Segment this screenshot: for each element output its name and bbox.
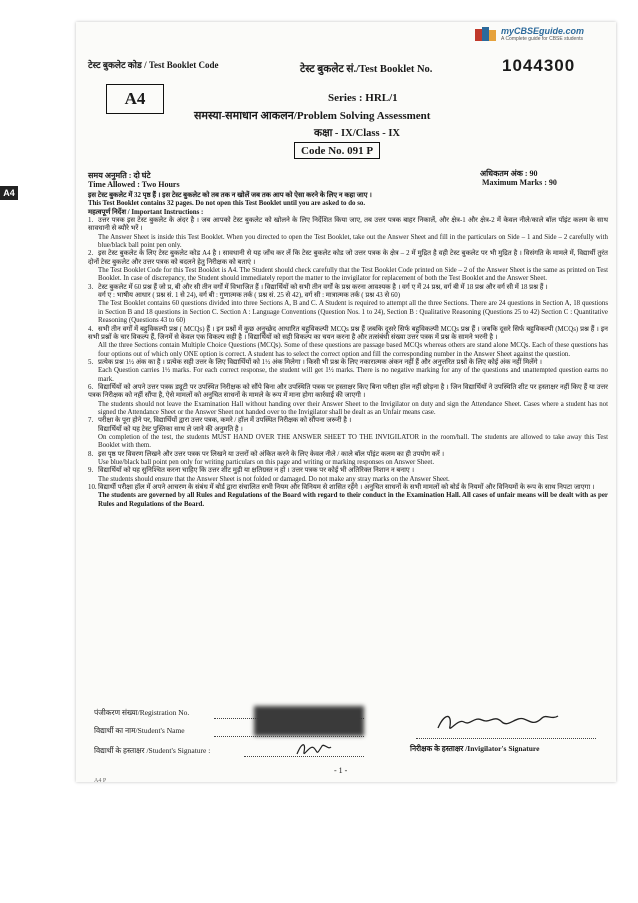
series-label: Series : HRL/1 [328, 92, 398, 104]
invigilator-signature-scrawl [434, 710, 564, 738]
instruction-item-en: The students should not leave the Examination Hall without handing over their Answer Sheet to the Invigilator on duty and sign the Attendance Sheet. Cases where a student has not signed the Attendance Sheet or the Answer Sheet not handed over to the Invigilator shall be dealt as an Unfair means case. [98, 400, 608, 416]
page-number: - 1 - [334, 766, 348, 775]
instructions-block [88, 192, 608, 509]
max-marks: Maximum Marks : 90 [482, 178, 557, 187]
instruction-item-en: The Test Booklet contains 60 questions divided into three Sections A, B and C. A Student is required to attempt all the three Sections. There are 24 questions in Section A, 18 questions in Section B and 18 questions in Section C. Section A : Language Conventions (Question Nos. 1 to 24), Section B : Qualitative Reasoning (Questions 25 to 42) Section C : Quantitative Reasoning (Questions 43 to 60) [98, 300, 608, 325]
time-allowed-hindi: समय अनुमति : दो घंटे [88, 171, 151, 180]
code-number-box: Code No. 091 P [294, 142, 380, 159]
instruction-item: 1. उत्तर पत्रक इस टेस्ट बुकलेट के अंदर है । जब आपको टेस्ट बुकलेट को खोलने के लिए निर्देशित किया जाए, तब उत्तर पत्रक बाहर निकालें, और क्षेत्र-1 और क्षेत्र-2 में केवल नीले/काले बॉल पॉइंट कलम के साथ सावधानी से ब्यौरे भरें । [88, 217, 608, 233]
instruction-item-hi2: विद्यार्थियों को यह टेस्ट पुस्तिका साथ ले जाने की अनुमति है । [98, 425, 243, 433]
subject-title: समस्या-समाधान आकलन/Problem Solving Assessment [194, 110, 431, 122]
instruction-item-en: All the three Sections contain Multiple Choice Questions (MCQs). Some of these questions are passage based MCQs whereas others are stand alone MCQs. Each of these questions has four options out of which only ONE option is correct. A student has to select the correct option and fill the corresponding number in the Answer Sheet against the question. [98, 342, 608, 358]
student-name-label: विद्यार्थी का नाम/Student's Name [94, 726, 185, 735]
student-signature-scrawl [294, 738, 334, 760]
instruction-item: 9. विद्यार्थियों को यह सुनिश्चित करना चाहिए कि उत्तर शीट मुड़ी या क्षतिग्रस्त न हो । उत्तर पत्रक पर कोई भी अतिरिक्त निशान न बनाए । [88, 467, 415, 475]
instructions-heading: महत्वपूर्ण निर्देश / Important Instructions : [88, 208, 204, 216]
instruction-item-en: Use blue/black ball point pen only for writing particulars on this page and writing or marking responses on Answer Sheet. [98, 459, 435, 466]
intro-english: This Test Booklet contains 32 pages. Do not open this Test Booklet until you are asked to do so. [88, 200, 366, 208]
instruction-item-en: The Answer Sheet is inside this Test Booklet. When you directed to open the Test Booklet, take out the Answer Sheet and fill in the particulars on Side – 1 and Side – 2 carefully with blue/black ball point pen only. [98, 233, 608, 250]
booklet-number-label: टेस्ट बुकलेट सं./Test Booklet No. [300, 64, 433, 75]
instruction-item: 2. इस टेस्ट बुकलेट के लिए टेस्ट बुकलेट कोड A4 है । सावधानी से यह जाँच कर लें कि टेस्ट बुकलेट कोड जो उत्तर पत्रक के क्षेत्र – 2 में मुद्रित है वही टेस्ट बुकलेट पर भी मुद्रित है । विसंगति के मामले में, विद्यार्थी तुरंत दोनों टेस्ट बुकलेट और उत्तर पत्रक को बदलने हेतु निरीक्षक को बताएं । [88, 250, 608, 266]
instruction-item-en: The Test Booklet Code for this Test Booklet is A4. The Student should check carefully that the Test Booklet Code printed on Side – 2 of the Answer Sheet is the same as printed on Test Booklet. In case of discrepancy, the Student should immediately report the matter to the invigilator for replacement of both the Test Booklet and the Answer Sheet. [98, 267, 608, 283]
instruction-item-en: The students are governed by all Rules and Regulations of the Board with regard to their conduct in the Examination Hall. All cases of unfair means will be dealt with as per Rules and Regulations of the Board. [98, 492, 608, 508]
class-label: कक्षा - IX/Class - IX [314, 128, 400, 139]
student-signature-label: विद्यार्थी के हस्ताक्षर /Student's Signature : [94, 746, 211, 755]
logo-name: myCBSEguide.com [501, 26, 585, 36]
invigilator-signature-field[interactable] [416, 738, 596, 739]
invigilator-signature-label: निरीक्षक के हस्ताक्षर /Invigilator's Signature [410, 744, 540, 753]
instruction-item-hi2: वर्ग ए : भाषीय आधार ( प्रश्न सं. 1 से 24), वर्ग बी : गुणात्मक तर्क ( प्रश्न सं. 25 से 42), वर्ग सी : मात्रात्मक तर्क ( प्रश्न 43 से 60) [98, 292, 401, 300]
redacted-block [254, 706, 364, 736]
instruction-item-en: The students should ensure that the Answer Sheet is not folded or damaged. Do not make any stray marks on the Answer Sheet. [98, 475, 450, 483]
site-logo [474, 24, 614, 44]
books-icon [474, 26, 498, 42]
set-code-box: A4 [106, 84, 164, 114]
booklet-number: 1044300 [502, 56, 576, 75]
instruction-item-en: Each Question carries 1½ marks. For each correct response, the student will get 1½ marks. There is no negative marking for any of the questions and unattempted question earns no mark. [98, 367, 608, 383]
side-tab-marker: A4 [0, 186, 18, 200]
instruction-item: 3. टेस्ट बुकलेट में 60 प्रश्न हैं जो प्र, बी और सी तीन वर्गों में विभाजित हैं । विद्यार्थियों को सभी तीन वर्गों के प्रश्न करना आवश्यक है । वर्ग ए में 24 प्रश्न, वर्ग बी में 18 प्रश्न और वर्ग सी में 18 प्रश्न हैं । [88, 283, 548, 291]
booklet-code-label: टेस्ट बुकलेट कोड / Test Booklet Code [88, 60, 219, 70]
instruction-item: 6. विद्यार्थियों को अपने उत्तर पत्रक ड्यूटी पर उपस्थित निरीक्षक को सौंपे बिना और उपस्थिति पत्रक पर हस्ताक्षर किए बिना परीक्षा हॉल नहीं छोड़ना है । जिन विद्यार्थियों ने उपस्थिति शीट पर हस्ताक्षर नहीं किए हैं या उत्तर पत्रक निरीक्षक को नहीं सौंपा है, ऐसे मामलों को अनुचित साधनों के मामले के रूप में माना होगा कार्रवाई की जाएगी । [88, 383, 608, 400]
instruction-item: 7. परीक्षा के पूरा होने पर, विद्यार्थियों द्वारा उत्तर पत्रक, कमरे / हॉल में उपस्थित निरीक्षक को सौंपना जरूरी है । [88, 417, 352, 425]
instruction-item: 10.विद्यार्थी परीक्षा हॉल में अपने आचरण के संबंध में बोर्ड द्वारा संचालित सभी नियम और विनियम से शासित रहेंगे । अनुचित साधनों के सभी मामलों को बोर्ड के नियमों और विनियमों के रूप के साथ निपटा जाएगा । [88, 484, 595, 492]
time-allowed: Time Allowed : Two Hours [88, 180, 180, 189]
footer-code: A4 P [94, 778, 107, 784]
instruction-item: 8. इस पृष्ठ पर विवरण लिखने और उत्तर पत्रक पर लिखने या उत्तरों को अंकित करने के लिए केवल नीले / काले बॉल पॉइंट कलम का ही उपयोग करें । [88, 450, 445, 458]
intro-hindi: इस टेस्ट बुकलेट में 32 पृष्ठ हैं । इस टेस्ट बुकलेट को तब तक न खोलें जब तक आप को ऐसा करने के लिए न कहा जाए । [88, 192, 372, 199]
test-booklet-cover [76, 22, 616, 782]
instruction-item-en: On completion of the test, the students MUST HAND OVER THE ANSWER SHEET TO THE INVIGILATOR in the room/hall. The students are allowed to take away this Test Booklet with them. [98, 433, 608, 450]
instruction-item: 5. प्रत्येक प्रश्न 1½ अंक का है । प्रत्येक सही उत्तर के लिए विद्यार्थियों को 1½ अंक मिलेगा । किसी भी प्रश्न के लिए नकारात्मक अंकन नहीं हैं और अनुत्तरित प्रश्नों के लिए कोई अंक नहीं मिलेंगे । [88, 358, 542, 366]
instruction-item: 4. सभी तीन वर्गों में बहुविकल्पी प्रश्न ( MCQs) हैं । इन प्रश्नों में कुछ अनुच्छेद आधारित बहुविकल्पी MCQs प्रश्न हैं जबकि दूसरे सिर्फ बहुविकल्पी MCQs प्रश्न हैं । जबकि दूसरे सिर्फ बहुविकल्पी (MCQs) प्रश्न हैं । इन सभी प्रश्नों के चार विकल्प हैं, जिनमें से केवल एक विकल्प सही है । विद्यार्थियों को सही विकल्प का चयन करना है और तत्संबंधी संख्या उत्तर पत्रक में प्रश्न के सामने भरनी है । [88, 325, 608, 341]
logo-tagline: A Complete guide for CBSE students [501, 36, 583, 42]
student-name-field[interactable] [214, 736, 364, 737]
registration-label: पंजीकरण संख्या/Registration No. [94, 708, 190, 717]
max-marks-hindi: अधिकतम अंक : 90 [480, 169, 538, 178]
